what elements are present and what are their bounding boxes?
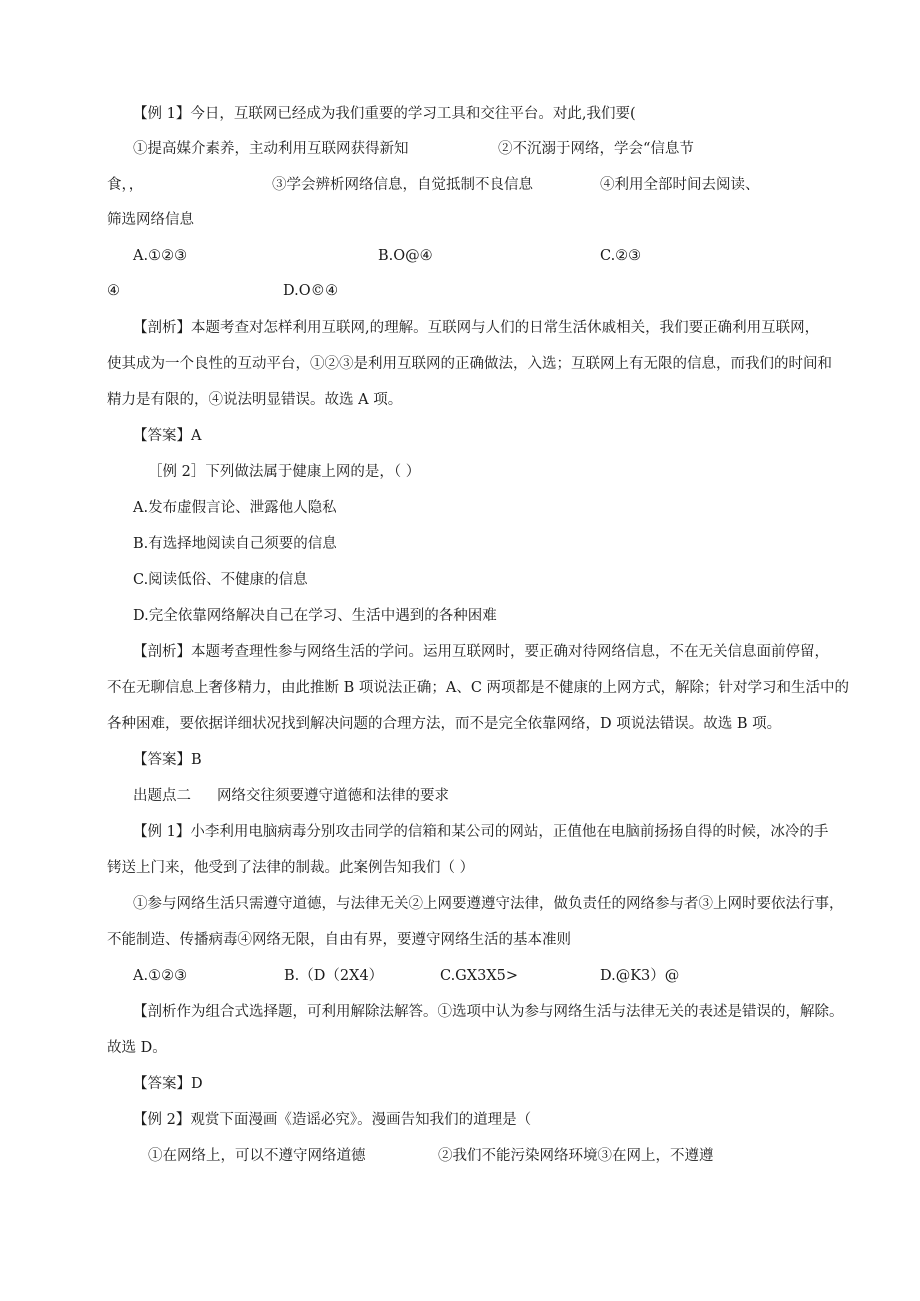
option-4-continued: 筛选网络信息: [107, 212, 194, 228]
section-label: 出题点二: [133, 788, 191, 804]
answer-3: 【答案】D: [133, 1076, 203, 1092]
choice-d-2: D.完全依靠网络解决自己在学习、生活中遇到的各种困难: [133, 608, 497, 624]
example-1-question: 【例 1】今日，互联网已经成为我们重要的学习工具和交往平台。对此,我们要(: [133, 106, 636, 122]
choice-a-2: A.发布虚假言论、泄露他人隐私: [133, 500, 337, 516]
choice-b-3: B.（D（2X4）: [284, 968, 384, 984]
example-3-options-line-2: 不能制造、传播病毒④网络无限，自由有界，要遵守网络生活的基本准则: [107, 932, 571, 948]
example-4-option-1: ①在网络上，可以不遵守网络道德: [148, 1148, 366, 1164]
option-1: ①提高媒介素养，主动利用互联网获得新知: [133, 141, 409, 157]
option-2-continued: 食，，: [107, 177, 144, 193]
analysis-2-line-2: 不在无聊信息上奢侈精力，由此推断 B 项说法正确；A、C 两项都是不健康的上网方式，解除；针对学习和生活中的: [107, 680, 850, 696]
section-title: 网络交往须要遵守道德和法律的要求: [217, 788, 449, 804]
choice-d: D.O©④: [283, 283, 339, 299]
choice-c-2: C.阅读低俗、不健康的信息: [133, 572, 308, 588]
analysis-1-line-1: 【剖析】本题考查对怎样利用互联网,的理解。互联网与人们的日常生活休戚相关，我们要正确利用互联网，: [133, 320, 820, 336]
choice-a: A.①②③: [133, 248, 188, 264]
example-3-question-line-1: 【例 1】小李利用电脑病毒分别攻击同学的信箱和某公司的网站，正值他在电脑前扬扬自得的时候，冰冷的手: [133, 824, 829, 840]
choice-b: B.O@④: [378, 248, 433, 264]
option-3: ③学会辨析网络信息，自觉抵制不良信息: [272, 177, 533, 193]
analysis-2-line-1: 【剖析】本题考查理性参与网络生活的学问。运用互联网时，要正确对待网络信息，不在无关信息面前停留，: [133, 644, 829, 660]
answer-2: 【答案】B: [133, 752, 202, 768]
analysis-1-line-2: 使其成为一个良性的互动平台，①②③是利用互联网的正确做法，入选；互联网上有无限的信息，而我们的时间和: [107, 356, 832, 372]
choice-d-3: D.@K3）@: [600, 968, 680, 984]
choice-c-continued: ④: [107, 283, 120, 299]
analysis-3-line-2: 故选 D。: [107, 1040, 167, 1056]
option-4: ④利用全部时间去阅读、: [600, 177, 760, 193]
choice-c: C.②③: [600, 248, 642, 264]
example-3-question-line-2: 铐送上门来，他受到了法律的制裁。此案例告知我们（ ）: [107, 860, 475, 876]
example-4-option-2: ②我们不能污染网络环境③在网上，不遵遵: [438, 1148, 714, 1164]
example-2-question: ［例 2］下列做法属于健康上网的是，（ ）: [148, 464, 421, 480]
choice-a-3: A.①②③: [133, 968, 188, 984]
analysis-1-line-3: 精力是有限的，④说法明显错误。故选 A 项。: [107, 392, 403, 408]
choice-b-2: B.有选择地阅读自己须要的信息: [133, 536, 337, 552]
example-3-options-line-1: ①参与网络生活只需遵守道德，与法律无关②上网要遵遵守法律，做负责任的网络参与者③上网时要依法行事，: [133, 896, 844, 912]
analysis-3-line-1: 【剖析作为组合式选择题，可利用解除法解答。①选项中认为参与网络生活与法律无关的表述是错误的，解除。: [133, 1004, 844, 1020]
answer-1: 【答案】A: [133, 428, 202, 444]
choice-c-3: C.GX3X5>: [440, 968, 519, 984]
analysis-2-line-3: 各种困难，要依据详细状况找到解决问题的合理方法，而不是完全依靠网络，D 项说法错误。故选 B 项。: [107, 716, 782, 732]
example-4-question: 【例 2】观赏下面漫画《造谣必究》。漫画告知我们的道理是（: [133, 1112, 532, 1128]
option-2: ②不沉溺于网络，学会“信息节: [498, 141, 694, 157]
